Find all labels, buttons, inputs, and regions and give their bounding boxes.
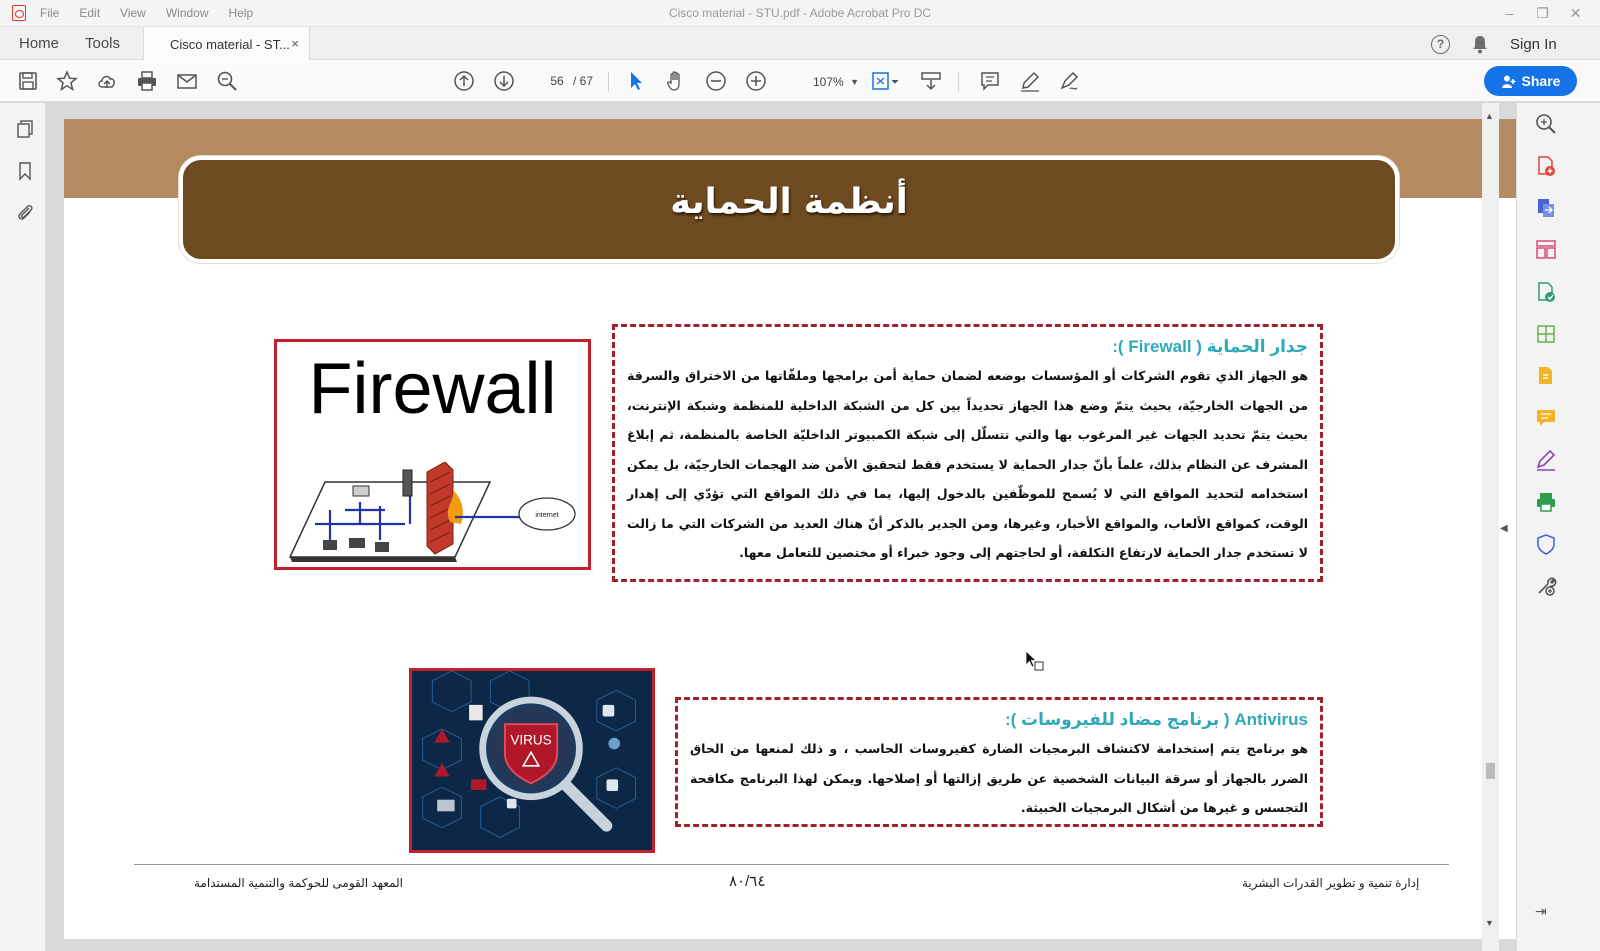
hand-icon[interactable] [665, 70, 687, 92]
virus-image [409, 668, 655, 853]
scroll-down-icon[interactable]: ▼ [1485, 918, 1494, 928]
export-pdf-icon[interactable] [1535, 197, 1557, 219]
title-banner [179, 156, 1399, 263]
fill-sign-icon[interactable] [1535, 449, 1557, 471]
page-down-icon[interactable] [493, 70, 515, 92]
virus-shield-label: VIRUS [510, 732, 552, 748]
firewall-heading: جدار الحماية ( Firewall ): [1112, 337, 1308, 356]
scrollbar-thumb[interactable] [1486, 763, 1495, 779]
combine-files-icon[interactable] [1535, 365, 1557, 387]
tab-home[interactable]: Home [19, 35, 60, 52]
zoom-select[interactable] [805, 72, 863, 92]
menu-help[interactable]: Help [228, 6, 254, 20]
close-tab-icon[interactable]: × [291, 36, 299, 51]
share-label: Share [1521, 73, 1561, 89]
firewall-paragraph: هو الجهاز الذي تقوم الشركات أو المؤسسات بوضعه لضمان حماية أمن برامجها وملفّاتها من الاختراق والسرقة من الجهات الخارجيّة، بحيث يتمّ وضع هذا الجهاز تحديداً بين كل من الشبكة الداخلية للمنظمة وشبكة الإنترنت، بحيث يتمّ تحديد الجهات غير المرغوب بها والتي تتسلّل إلى شبكة الكمبيوتر الداخليّة الخاصة بالمنظمة، ثم إبلاغ المشرف عن النظام بذلك، علماً بأنّ جدار الحماية لا يستخدم فقط لتحقيق الأمن ضد الهجمات الخارجيّة، بل يمكن استخدامه لتحديد المواقع التي لا يُسمح للموظّفين بالدخول إليها، بما في ذلك المواقع التي تؤدّي إلى إهدار الوقت، كمواقع الألعاب، والمواقع الأخبار، وغيرها، ومن الجدير بالذكر أنّ هناك العديد من الشركات التي ما زالت لا تستخدم جدار الحماية لارتفاع التكلفة، أو لحاجتهم إلى وجود خبراء أو مختصين للتعامل معها. [627, 368, 1308, 560]
close-window-button[interactable]: ✕ [1569, 5, 1582, 21]
fit-page-icon[interactable] [870, 70, 900, 92]
protect-icon[interactable] [1535, 533, 1557, 555]
pen-icon[interactable] [1019, 70, 1041, 92]
sign-in-link[interactable]: Sign In [1510, 36, 1557, 53]
star-icon[interactable] [56, 70, 78, 92]
print-production-icon[interactable] [1535, 491, 1557, 513]
share-button[interactable] [1484, 66, 1577, 96]
pages-icon[interactable] [15, 119, 35, 139]
more-tools-icon[interactable] [1535, 575, 1557, 597]
window-title: Cisco material - STU.pdf - Adobe Acrobat Pro DC [668, 6, 932, 20]
antivirus-paragraph: هو برنامج يتم إستخدامة لاكتشاف البرمجيات الضارة كفيروسات الحاسب ، و ذلك لمنعها من الحاق الضرر بالجهاز أو سرقة البيانات الشخصية عن طريق إزالتها أو إصلاحها. ويمكن لهذا البرنامج مكافحة التجسس و غيرها من أشكال البرمجيات الخبيثة. [690, 741, 1308, 815]
footer-page-number: ٨٠/٦٤ [729, 873, 766, 890]
vertical-scrollbar[interactable] [1482, 103, 1499, 951]
total-pages: / 67 [573, 74, 594, 88]
tab-document[interactable] [143, 27, 310, 61]
tab-tools[interactable]: Tools [85, 35, 121, 52]
create-pdf-icon[interactable] [1535, 155, 1557, 177]
antivirus-heading: Antivirus ( برنامج مضاد للفيروسات ): [1005, 710, 1308, 729]
expand-tools-pane-icon[interactable]: ⇥ [1535, 903, 1547, 919]
attachment-icon[interactable] [15, 202, 35, 222]
comment-icon[interactable] [979, 70, 1001, 92]
email-icon[interactable] [176, 70, 198, 92]
tab-bar [0, 27, 1600, 60]
right-tools-pane [1516, 103, 1600, 951]
sign-icon[interactable] [1059, 70, 1081, 92]
chevron-down-icon: ▼ [850, 77, 859, 87]
menu-view[interactable]: View [120, 6, 146, 20]
edit-pdf-icon[interactable] [1535, 281, 1557, 303]
print-icon[interactable] [136, 70, 158, 92]
collapse-right-pane-icon[interactable]: ◀ [1500, 523, 1508, 534]
page-title: أنظمة الحماية [670, 182, 908, 222]
menu-window[interactable]: Window [165, 6, 209, 20]
toolbar-divider [958, 72, 959, 92]
search-tool-icon[interactable] [1535, 113, 1557, 135]
antivirus-text-box [675, 697, 1323, 827]
title-bar [0, 0, 1600, 27]
add-person-icon [1501, 74, 1516, 89]
zoom-in-icon[interactable] [745, 70, 767, 92]
acrobat-app-icon [12, 5, 26, 21]
footer-institute: المعهد القومى للحوكمة والتنمية المستدامة [194, 876, 403, 890]
save-icon[interactable] [17, 70, 39, 92]
current-page-input[interactable]: 56 [550, 74, 564, 88]
menu-file[interactable]: File [40, 6, 60, 20]
notification-bell-icon[interactable] [1471, 35, 1489, 54]
minimize-button[interactable]: – [1505, 5, 1514, 21]
restore-button[interactable]: ❐ [1536, 5, 1549, 21]
comment-tool-icon[interactable] [1535, 407, 1557, 429]
toolbar-divider [608, 72, 609, 92]
internet-cloud-label: internet [535, 512, 559, 519]
scroll-mode-icon[interactable] [920, 70, 942, 92]
zoom-out-icon[interactable] [705, 70, 727, 92]
firewall-image-word: Firewall [308, 349, 557, 429]
document-viewport[interactable] [46, 103, 1544, 951]
bookmark-icon[interactable] [15, 161, 35, 181]
search-zoom-icon[interactable] [216, 70, 238, 92]
select-arrow-icon[interactable] [625, 70, 647, 92]
firewall-image [274, 339, 591, 570]
left-navigation-pane [0, 103, 46, 951]
zoom-value: 107% [813, 75, 844, 89]
menu-bar [40, 6, 273, 20]
compress-icon[interactable] [1535, 323, 1557, 345]
window-controls [1493, 2, 1592, 24]
footer-department: إدارة تنمية و تطوير القدرات البشرية [1242, 876, 1420, 890]
upload-icon[interactable] [96, 70, 118, 92]
scroll-up-icon[interactable]: ▲ [1485, 111, 1494, 121]
main-toolbar [0, 60, 1600, 102]
footer-divider [134, 864, 1449, 865]
firewall-text-box [612, 324, 1323, 582]
help-icon[interactable]: ? [1431, 35, 1450, 54]
pdf-page [64, 119, 1516, 939]
mouse-cursor-icon [1025, 650, 1045, 672]
page-up-icon[interactable] [453, 70, 475, 92]
document-tab-label: Cisco material - ST... [170, 36, 290, 52]
network-diagram [285, 462, 580, 567]
organize-pages-icon[interactable] [1535, 239, 1557, 261]
menu-edit[interactable]: Edit [79, 6, 101, 20]
